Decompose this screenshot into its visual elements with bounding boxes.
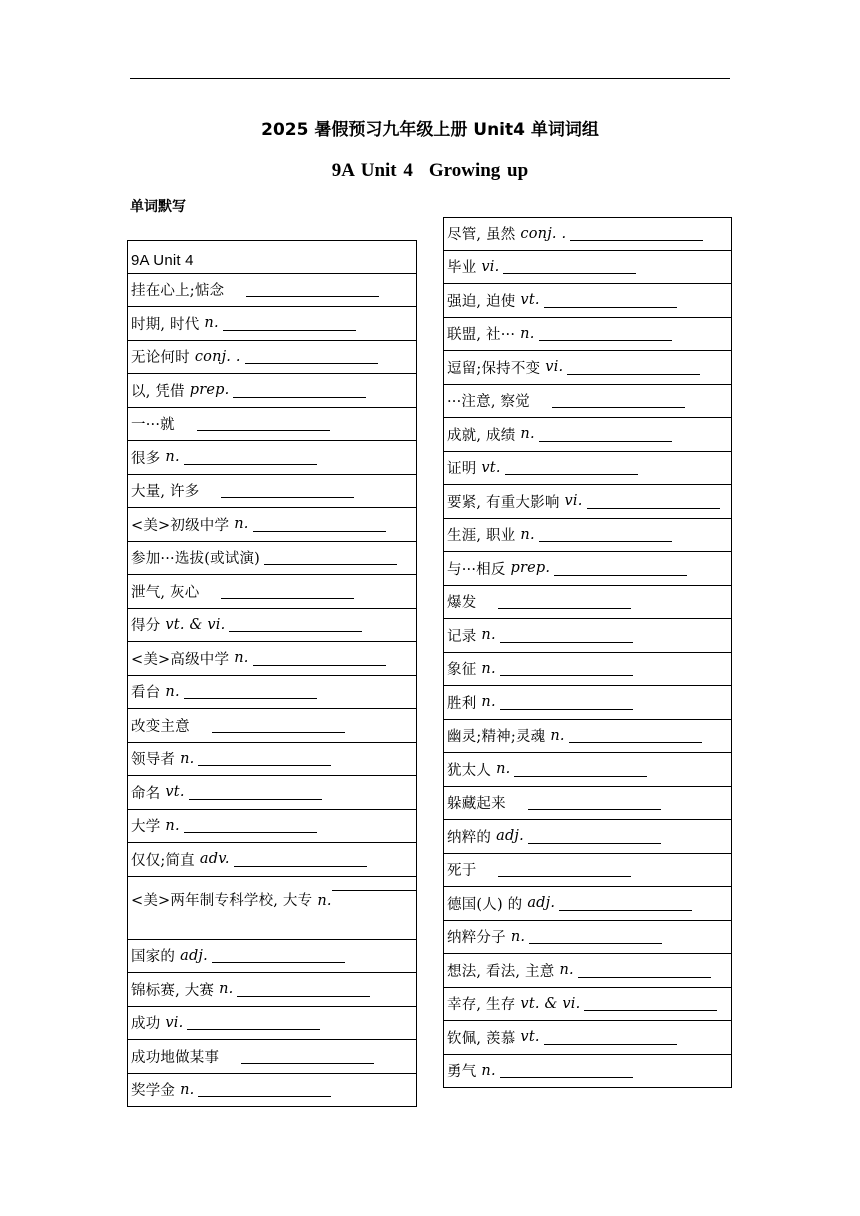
word-prompt: 很多 [131,450,161,467]
answer-blank[interactable] [229,617,362,632]
part-of-speech: n. [204,315,219,332]
word-prompt: 成功地做某事 [131,1049,220,1066]
answer-blank[interactable] [539,527,672,542]
answer-blank[interactable] [505,460,638,475]
answer-blank[interactable] [237,982,370,997]
word-prompt: 幽灵;精神;灵魂 [447,729,546,746]
word-prompt: 幸存, 生存 [447,997,516,1014]
answer-blank[interactable] [567,360,700,375]
word-prompt: 以, 凭借 [131,383,185,400]
part-of-speech: n. [481,1062,496,1079]
word-prompt: 勇气 [447,1064,477,1081]
answer-blank[interactable] [539,326,672,341]
subtitle-unit: 9A Unit 4 [331,160,413,181]
answer-blank[interactable] [500,695,633,710]
right-vocab-row [443,284,732,318]
right-vocab-row [443,653,732,687]
part-of-speech: adj. [496,828,524,845]
right-vocab-row [443,686,732,720]
part-of-speech: vt. & vi. [165,616,226,633]
answer-blank[interactable] [552,393,685,408]
answer-blank[interactable] [500,661,633,676]
part-of-speech: n. [219,981,234,998]
word-prompt: 躲藏起来 [447,796,506,813]
answer-blank[interactable] [187,1015,320,1030]
part-of-speech: n. [481,694,496,711]
answer-blank[interactable] [212,718,345,733]
word-prompt: 死于 [447,863,477,880]
answer-blank[interactable] [241,1049,374,1064]
word-prompt: ···注意, 察觉 [447,394,530,411]
right-vocab-row [443,552,732,586]
left-vocab-row [127,408,417,442]
answer-blank[interactable] [569,728,702,743]
left-vocab-row [127,508,417,542]
right-vocab-row [443,753,732,787]
word-prompt: 无论何时 [131,350,190,367]
right-vocab-row [443,586,732,620]
left-vocab-row [127,709,417,743]
left-vocab-table [127,240,417,1107]
answer-blank[interactable] [332,886,416,891]
answer-blank[interactable] [498,862,631,877]
subtitle-topic: Growing up [428,160,529,181]
answer-blank[interactable] [221,483,354,498]
right-vocab-row [443,1055,732,1089]
left-vocab-row [127,374,417,408]
part-of-speech: vi. [481,258,500,275]
word-prompt: 参加···选拔(或试演) [131,551,261,568]
word-prompt: 改变主意 [131,718,190,735]
part-of-speech: n. [510,928,526,945]
left-vocab-row [127,274,417,308]
left-vocab-row [127,1074,417,1108]
answer-blank[interactable] [500,628,633,643]
word-prompt: 9A Unit 4 [131,252,194,270]
answer-blank[interactable] [184,818,317,833]
answer-blank[interactable] [233,383,366,398]
word-prompt: 奖学金 [131,1083,176,1100]
part-of-speech: conj. . [520,225,567,242]
top-rule [130,78,730,79]
left-vocab-row [127,1007,417,1041]
word-prompt: 要紧, 有重大影响 [447,494,560,511]
left-vocab-row [127,877,417,940]
word-prompt: 看台 [131,685,161,702]
part-of-speech: n. [520,325,535,342]
answer-blank[interactable] [498,594,631,609]
right-vocab-row [443,251,732,285]
part-of-speech: n. [520,526,535,543]
part-of-speech: n. [317,892,332,909]
word-prompt: 国家的 [131,949,176,966]
left-vocab-row [127,575,417,609]
part-of-speech: prep. [510,560,551,577]
word-prompt: 胜利 [447,695,477,712]
answer-blank[interactable] [212,948,345,963]
right-vocab-row [443,351,732,385]
right-vocab-table [443,217,732,1088]
right-vocab-row [443,217,732,251]
word-prompt: 证明 [447,461,477,478]
right-vocab-row [443,720,732,754]
left-vocab-row [127,609,417,643]
right-vocab-row [443,988,732,1022]
part-of-speech: vt. [520,1029,540,1046]
part-of-speech: n. [234,516,249,533]
answer-blank[interactable] [514,762,647,777]
answer-blank[interactable] [554,561,687,576]
section-label: 单词默写 [130,199,186,215]
word-prompt: 成功 [131,1016,161,1033]
word-prompt: 得分 [131,618,161,635]
left-vocab-row [127,776,417,810]
right-vocab-row [443,318,732,352]
right-vocab-row [443,418,732,452]
word-prompt: 强迫, 迫使 [447,293,516,310]
answer-blank[interactable] [234,852,367,867]
right-vocab-row [443,820,732,854]
answer-blank[interactable] [570,226,703,241]
word-prompt: <美>高级中学 [131,651,230,668]
answer-blank[interactable] [198,751,331,766]
answer-blank[interactable] [223,316,356,331]
right-vocab-row [443,887,732,921]
word-prompt: 与···相反 [447,561,506,578]
left-vocab-row [127,843,417,877]
left-vocab-row [127,1040,417,1074]
part-of-speech: vt. [520,292,540,309]
word-prompt: 纳粹分子 [447,930,506,947]
word-prompt: 命名 [131,785,161,802]
left-vocab-row [127,341,417,375]
part-of-speech: adj. [180,947,208,964]
answer-blank[interactable] [539,427,672,442]
word-prompt: 爆发 [447,595,477,612]
left-vocab-row [127,642,417,676]
word-prompt: 成就, 成绩 [447,427,516,444]
right-vocab-row [443,485,732,519]
word-prompt: 生涯, 职业 [447,528,516,545]
part-of-speech: vt. [481,459,501,476]
left-vocab-row [127,810,417,844]
right-vocab-row [443,452,732,486]
word-prompt: 想法, 看法, 主意 [447,963,555,980]
left-vocab-row [127,973,417,1007]
part-of-speech: vi. [545,359,564,376]
word-prompt: 锦标赛, 大赛 [131,982,215,999]
word-prompt: 纳粹的 [447,829,492,846]
answer-blank[interactable] [544,293,677,308]
word-prompt: 仅仅;简直 [131,852,195,869]
answer-blank[interactable] [221,584,354,599]
answer-blank[interactable] [198,1082,331,1097]
part-of-speech: adv. [199,851,230,868]
part-of-speech: n. [481,627,496,644]
word-prompt: 毕业 [447,260,477,277]
part-of-speech: adj. [527,895,556,912]
answer-blank[interactable] [189,785,322,800]
answer-blank[interactable] [587,494,720,509]
answer-blank[interactable] [559,896,692,911]
part-of-speech: n. [234,650,249,667]
answer-blank[interactable] [544,1030,677,1045]
part-of-speech: vt. & vi. [520,995,581,1012]
answer-blank[interactable] [503,259,636,274]
word-prompt: 一···就 [131,417,175,434]
right-vocab-row [443,954,732,988]
word-prompt: 时期, 时代 [131,316,200,333]
word-prompt: 记录 [447,628,477,645]
right-vocab-row [443,519,732,553]
left-vocab-row [127,542,417,576]
answer-blank[interactable] [197,416,330,431]
answer-blank[interactable] [584,996,717,1011]
right-vocab-row [443,854,732,888]
left-vocab-row [127,940,417,974]
part-of-speech: n. [165,449,180,466]
left-vocab-row [127,441,417,475]
answer-blank[interactable] [529,929,662,944]
answer-blank[interactable] [500,1063,633,1078]
answer-blank[interactable] [184,684,317,699]
word-prompt: 德国(人) 的 [447,896,523,913]
word-prompt: <美>初级中学 [131,517,230,534]
word-prompt: 泄气, 灰心 [131,584,200,601]
answer-blank[interactable] [245,349,378,364]
part-of-speech: n. [180,1081,195,1098]
part-of-speech: n. [165,683,180,700]
part-of-speech: vt. [165,784,185,801]
word-prompt: 逗留;保持不变 [447,360,541,377]
part-of-speech: vi. [165,1014,184,1031]
answer-blank[interactable] [253,651,386,666]
part-of-speech: n. [550,727,565,744]
left-vocab-row [127,307,417,341]
part-of-speech: n. [481,660,496,677]
part-of-speech: n. [559,962,574,979]
page-subtitle [0,160,860,182]
right-vocab-row [443,385,732,419]
right-vocab-row [443,619,732,653]
part-of-speech: n. [180,750,195,767]
answer-blank[interactable] [528,829,661,844]
word-prompt: 犹太人 [447,762,492,779]
part-of-speech: conj. . [194,348,241,365]
word-prompt: 钦佩, 羡慕 [447,1030,516,1047]
part-of-speech: prep. [189,382,230,399]
answer-blank[interactable] [264,550,397,565]
answer-blank[interactable] [253,517,386,532]
left-vocab-row [127,743,417,777]
word-prompt: 大学 [131,819,161,836]
word-prompt: 象征 [447,662,477,679]
part-of-speech: vi. [564,493,583,510]
right-vocab-row [443,1021,732,1055]
part-of-speech: n. [520,426,535,443]
left-vocab-row [127,475,417,509]
page-title: 2025 暑假预习九年级上册 Unit4 单词词组 [261,120,599,140]
right-vocab-row [443,921,732,955]
word-prompt: 联盟, 社··· [447,327,516,344]
word-prompt: <美>两年制专科学校, 大专 [131,892,313,909]
word-prompt: 尽管, 虽然 [447,227,516,244]
right-vocab-row [443,787,732,821]
word-prompt: 大量, 许多 [131,484,200,501]
word-prompt: 领导者 [131,752,176,769]
left-vocab-row [127,676,417,710]
answer-blank[interactable] [184,450,317,465]
word-prompt: 挂在心上;惦念 [131,283,225,300]
answer-blank[interactable] [578,963,711,978]
left-vocab-row [127,240,417,274]
answer-blank[interactable] [528,795,661,810]
part-of-speech: n. [165,817,180,834]
answer-blank[interactable] [246,282,379,297]
part-of-speech: n. [496,761,511,778]
